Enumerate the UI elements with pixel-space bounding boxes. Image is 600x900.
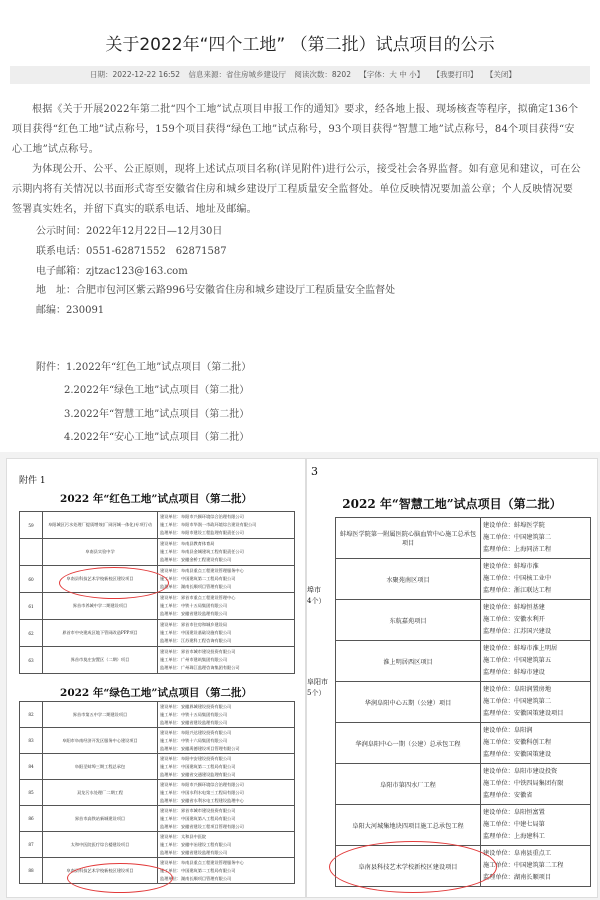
unit-line: 建设单位：阜阳市建设投资 — [483, 768, 558, 775]
project-units — [481, 846, 591, 887]
table-row — [20, 620, 295, 647]
project-units — [481, 559, 591, 600]
info-source: 信息来源：省住房城乡建设厅 — [188, 70, 286, 79]
table-row — [20, 647, 295, 674]
project-name: 阜南县科技艺术学校新校区建设项目 — [336, 846, 481, 887]
unit-line: 监理单位：安徽省交通建设监理有限公司 — [160, 771, 236, 777]
unit-line: 施工单位：中国建筑第二工程局有限公司 — [160, 576, 236, 581]
row-number: 62 — [20, 620, 43, 647]
project-units — [158, 593, 295, 620]
unit-line: 施工单位：中铁十六局集团有限公司 — [160, 737, 228, 743]
unit-line: 建设单位：阜阳兴达建设投资有限公司 — [160, 729, 232, 735]
unit-line: 建设单位：安徽界城建设投资有限公司 — [160, 703, 232, 709]
unit-line: 建设单位：阜南县重点工程建设管理服务中心 — [160, 859, 244, 865]
publish-date: 日期：2022-12-22 16:52 — [90, 70, 181, 79]
table-row — [336, 764, 591, 805]
project-name: 阜阳城区污水处理厂提质增效(厂网河城一体化)专项行动 — [43, 512, 158, 539]
project-name: 界首市第五中学二期建设项目 — [43, 702, 158, 728]
row-number: 82 — [20, 702, 43, 728]
project-units — [158, 702, 295, 728]
project-name: 蚌埠医学院第一附属医院心脑血管中心施工总承包项目 — [336, 518, 481, 559]
project-name: 阜阳至蚌埠三期工程总承包 — [43, 754, 158, 780]
project-name: 阜南县实验中学 — [43, 539, 158, 566]
unit-line: 监理单位：上海同济工程 — [483, 546, 552, 553]
project-name: 东航嘉苑项目 — [336, 600, 481, 641]
unit-line: 建设单位：蚌埠市淮 — [483, 563, 539, 570]
unit-line: 建设单位：阜阳市兴颍环境综合治理有限公司 — [160, 514, 244, 519]
unit-line: 建设单位：界首市住房和城乡建设局 — [160, 622, 228, 627]
contact-email: 电子邮箱：zjtzac123@163.com — [36, 265, 188, 277]
unit-line: 施工单位：阜南县金城建筑工程有限责任公司 — [160, 549, 244, 554]
unit-line: 施工单位：广州市建筑集团有限公司 — [160, 657, 228, 662]
unit-line: 监理单位：江苏建科工程咨询有限公司 — [160, 638, 232, 643]
unit-line: 监理单位：安徽省 — [483, 792, 533, 799]
unit-line: 监理单位：安徽禹德建设项目管理有限公司 — [160, 745, 240, 751]
print-link[interactable]: 【我要打印】 — [432, 70, 478, 79]
unit-line: 施工单位：中国建筑第二工程局有限公司 — [160, 763, 236, 769]
project-units — [481, 600, 591, 641]
project-units — [158, 780, 295, 806]
row-number: 59 — [20, 512, 43, 539]
unit-line: 施工单位：中国建筑第二 — [483, 534, 552, 541]
table-row — [20, 806, 295, 832]
table-row — [20, 593, 295, 620]
project-name: 阜阳大河城集地块四项目施工总承包工程 — [336, 805, 481, 846]
page-title: 关于2022年“四个工地” （第二批）试点项目的公示 — [105, 35, 495, 55]
unit-line: 建设单位：阜南县重点工程建设管理服务中心 — [160, 568, 244, 573]
project-units — [481, 682, 591, 723]
attachment-link[interactable]: 3.2022年“智慧工地”试点项目（第二批） — [64, 408, 250, 420]
unit-line: 监理单位：安徽省建设工程项目管理有限公司 — [160, 823, 244, 829]
project-name: 水聚苑南区项目 — [336, 559, 481, 600]
unit-line: 建设单位：阜阳市兴颍环境综合治理有限公司 — [160, 781, 244, 787]
table-row — [336, 600, 591, 641]
row-number — [20, 539, 43, 566]
table-row — [336, 682, 591, 723]
row-number: 63 — [20, 647, 43, 674]
table-row — [336, 805, 591, 846]
close-link[interactable]: 【关闭】 — [485, 70, 516, 79]
unit-line: 监理单位：湖南长顺项目管理有限公司 — [160, 875, 232, 881]
project-units — [158, 539, 295, 566]
unit-line: 监理单位：安徽省建设监理有限公司 — [160, 611, 228, 616]
project-name: 华润阜阳中心五期（公建）项目 — [336, 682, 481, 723]
contact-phone: 联系电话：0551-62871552 62871587 — [36, 245, 227, 257]
unit-line: 建设单位：阜阳中安建设投资有限公司 — [160, 755, 232, 761]
unit-line: 施工单位：阜阳市华润一市政环境综合建设有限公司 — [160, 522, 257, 527]
unit-line: 施工单位：安徽水利开 — [483, 616, 545, 623]
table-row — [20, 702, 295, 728]
project-units — [158, 754, 295, 780]
table-row — [336, 723, 591, 764]
body-paragraph: 根据《关于开展2022年第二批“四个工地”试点项目申报工作的通知》要求，经各地上报、现场核查等程序，拟确定136个项目获得“红色工地”试点称号，159个项目获得“绿色工地”试点称号，93个项目获得“智慧工地”试点称号，84个项目获得“安心工地”试点称号。 — [12, 104, 579, 155]
contact-block — [36, 222, 395, 321]
project-name: 界首市高铁站新城建设项目 — [43, 806, 158, 832]
project-units — [158, 728, 295, 754]
unit-line: 建设单位：蚌埠医学院 — [483, 522, 545, 529]
unit-line: 建设单位：蚌埠恒基建 — [483, 604, 545, 611]
row-number: 84 — [20, 754, 43, 780]
unit-line: 施工单位：中建七局第 — [483, 821, 545, 828]
right-page-number: 3 — [311, 465, 318, 478]
unit-line: 监理单位：蚌埠市建设 — [483, 669, 545, 676]
project-name: 太和中医院医疗综合楼建设项目 — [43, 832, 158, 858]
project-units — [481, 641, 591, 682]
unit-line: 监理单位：安徽省建设监理有限公司 — [160, 719, 228, 725]
table-row — [20, 754, 295, 780]
table-row — [20, 832, 295, 858]
unit-line: 建设单位：阜南县教育体育局 — [160, 541, 215, 546]
attachments-block — [36, 356, 251, 450]
announce-period: 公示时间：2022年12月22日—12月30日 — [36, 226, 223, 237]
project-name: 界首市莫庄安置区（二期）项目 — [43, 647, 158, 674]
unit-line: 施工单位：中铁十五局集团有限公司 — [160, 603, 228, 608]
article-meta-bar — [10, 66, 590, 84]
row-number: 60 — [20, 566, 43, 593]
project-units — [158, 647, 295, 674]
table-row — [336, 518, 591, 559]
project-list-image — [0, 452, 600, 900]
unit-line: 建设单位：界首市城市建设投资有限公司 — [160, 807, 236, 813]
project-name: 阜南县科技艺术学校新校区建设项目 — [43, 858, 158, 884]
project-units — [158, 566, 295, 593]
postal-code: 邮编：230091 — [36, 305, 105, 317]
table-row — [20, 780, 295, 806]
red-site-heading: 2022 年“红色工地”试点项目（第二批） — [60, 493, 252, 505]
unit-line: 建设单位：阜阳润 — [483, 727, 533, 734]
row-number: 88 — [20, 858, 43, 884]
unit-line: 施工单位：中国建筑第二工程局有限公司 — [160, 867, 236, 873]
smart-site-table — [335, 517, 591, 887]
table-row — [336, 641, 591, 682]
row-number: 86 — [20, 806, 43, 832]
unit-line: 监理单位：安徽国策建设 — [483, 751, 552, 758]
highlight-circle — [59, 567, 169, 599]
unit-line: 施工单位：中国建筑第五 — [483, 657, 552, 664]
unit-line: 监理单位：广州珠江监理咨询集团有限公司 — [160, 665, 240, 670]
row-number: 83 — [20, 728, 43, 754]
unit-line: 施工单位：中国建筑第八工程局有限公司 — [160, 815, 236, 821]
unit-line: 监理单位：安徽金桥工程建设有限公司 — [160, 557, 232, 562]
unit-line: 施工单位：安徽中冶建设工程有限公司 — [160, 841, 232, 847]
table-row — [20, 512, 295, 539]
views-count: 8202 — [331, 70, 351, 79]
unit-line: 施工单位：中国建筑第二工程 — [483, 862, 564, 869]
project-name: 华润阜阳中心一期（公建）总承包工程 — [336, 723, 481, 764]
project-units — [158, 512, 295, 539]
attachment-link[interactable]: 1.2022年“红色工地”试点项目（第二批） — [66, 362, 252, 373]
unit-line: 监理单位：江苏国兴建设 — [483, 628, 552, 635]
unit-line: 建设单位：阜阳润置房地 — [483, 686, 552, 693]
project-units — [481, 723, 591, 764]
unit-line: 建设单位：蚌埠市淮上明居 — [483, 645, 558, 652]
project-units — [158, 832, 295, 858]
project-units — [158, 806, 295, 832]
left-document-scan — [6, 458, 306, 898]
smart-site-heading: 2022 年“智慧工地”试点项目（第二批） — [342, 497, 562, 511]
table-row — [20, 539, 295, 566]
unit-line: 施工单位：中国水利水电第三工程局有限公司 — [160, 789, 244, 795]
attachment-link[interactable]: 4.2022年“安心工地”试点项目（第二批） — [64, 432, 250, 444]
city-label-bengbu: 埠市 4个） — [307, 586, 326, 605]
right-document-scan — [306, 458, 598, 898]
contact-address: 地 址：合肥市包河区紫云路996号安徽省住房和城乡建设厅工程质量安全监督处 — [36, 285, 396, 297]
unit-line: 监理单位：湖南长顺项目管理有限公司 — [160, 584, 232, 589]
attachment-link[interactable]: 2.2022年“绿色工地”试点项目（第二批） — [64, 385, 250, 397]
row-number: 85 — [20, 780, 43, 806]
row-number: 87 — [20, 832, 43, 858]
unit-line: 施工单位：中铁十五局集团有限公司 — [160, 711, 228, 717]
project-name: 界首市养城中学二期建设项目 — [43, 593, 158, 620]
highlight-circle — [329, 841, 497, 893]
unit-line: 监理单位：湖南长顺项目 — [483, 874, 552, 881]
body-paragraph: 为体现公开、公平、公正原则，现将上述试点项目名称(详见附件)进行公示，接受社会各界监督。如有意见和建议，可在公示期内将有关情况以书面形式寄至安徽省住房和城乡建设厅工程质量安全监督处。单位反映情况要加盖公章；个人反映情况要签署真实姓名，并留下真实的联系电话、地址及邮编。 — [12, 164, 581, 215]
unit-line: 监理单位：安徽省水利水电工程建设监理中心 — [160, 797, 244, 803]
unit-line: 建设单位：阜南县重点工 — [483, 850, 552, 857]
views-label: 阅读次数： — [294, 70, 332, 79]
green-site-heading: 2022 年“绿色工地”试点项目（第二批） — [60, 687, 252, 699]
article-body — [12, 100, 582, 220]
project-units — [158, 620, 295, 647]
row-number: 61 — [20, 593, 43, 620]
project-units — [158, 858, 295, 884]
table-row — [336, 559, 591, 600]
font-size-control[interactable]: 【字体：大 中 小】 — [359, 70, 425, 79]
unit-line: 施工单位：安徽科创工程 — [483, 739, 552, 746]
unit-line: 建设单位：太和县中医院 — [160, 833, 207, 839]
unit-line: 监理单位：安徽省建设监理有限公司 — [160, 849, 228, 855]
project-name: 阜阳市阜南经济开发区服务中心建设项目 — [43, 728, 158, 754]
unit-line: 监理单位：阜阳市建设工程监理有限责任公司 — [160, 530, 244, 535]
table-row — [20, 728, 295, 754]
unit-line: 施工单位：中铁四局集团有限 — [483, 780, 564, 787]
unit-line: 监理单位：安徽国策建设项目 — [483, 710, 564, 717]
unit-line: 施工单位：中国建设基础设施有限公司 — [160, 630, 232, 635]
unit-line: 监理单位：上海建科工 — [483, 833, 545, 840]
unit-line: 建设单位：界首市城市建设投资有限公司 — [160, 649, 236, 654]
project-units — [481, 764, 591, 805]
unit-line: 施工单位：中国核工业中 — [483, 575, 552, 582]
project-name: 阜阳市第四水厂工程 — [336, 764, 481, 805]
city-label-fuyang: 阜阳市 5个） — [307, 678, 328, 697]
project-name: 双龙污水处理厂二期工程 — [43, 780, 158, 806]
project-name: 淮上明居西区项目 — [336, 641, 481, 682]
project-name: 界首市中央建成区地下管网改造PPP项目 — [43, 620, 158, 647]
unit-line: 监理单位：浙江联达工程 — [483, 587, 552, 594]
unit-line: 施工单位：中国建筑第二 — [483, 698, 552, 705]
project-units — [481, 518, 591, 559]
project-units — [481, 805, 591, 846]
highlight-circle — [67, 863, 173, 893]
unit-line: 建设单位：界首市重点工程建设管理中心 — [160, 595, 236, 600]
unit-line: 建设单位：阜阳恒富置 — [483, 809, 545, 816]
attachments-label: 附件： — [36, 362, 66, 373]
attachment-1-label: 附件 1 — [19, 476, 46, 486]
project-name: 阜南县科技艺术学校新校区建设项目 — [43, 566, 158, 593]
green-site-table — [19, 701, 295, 884]
